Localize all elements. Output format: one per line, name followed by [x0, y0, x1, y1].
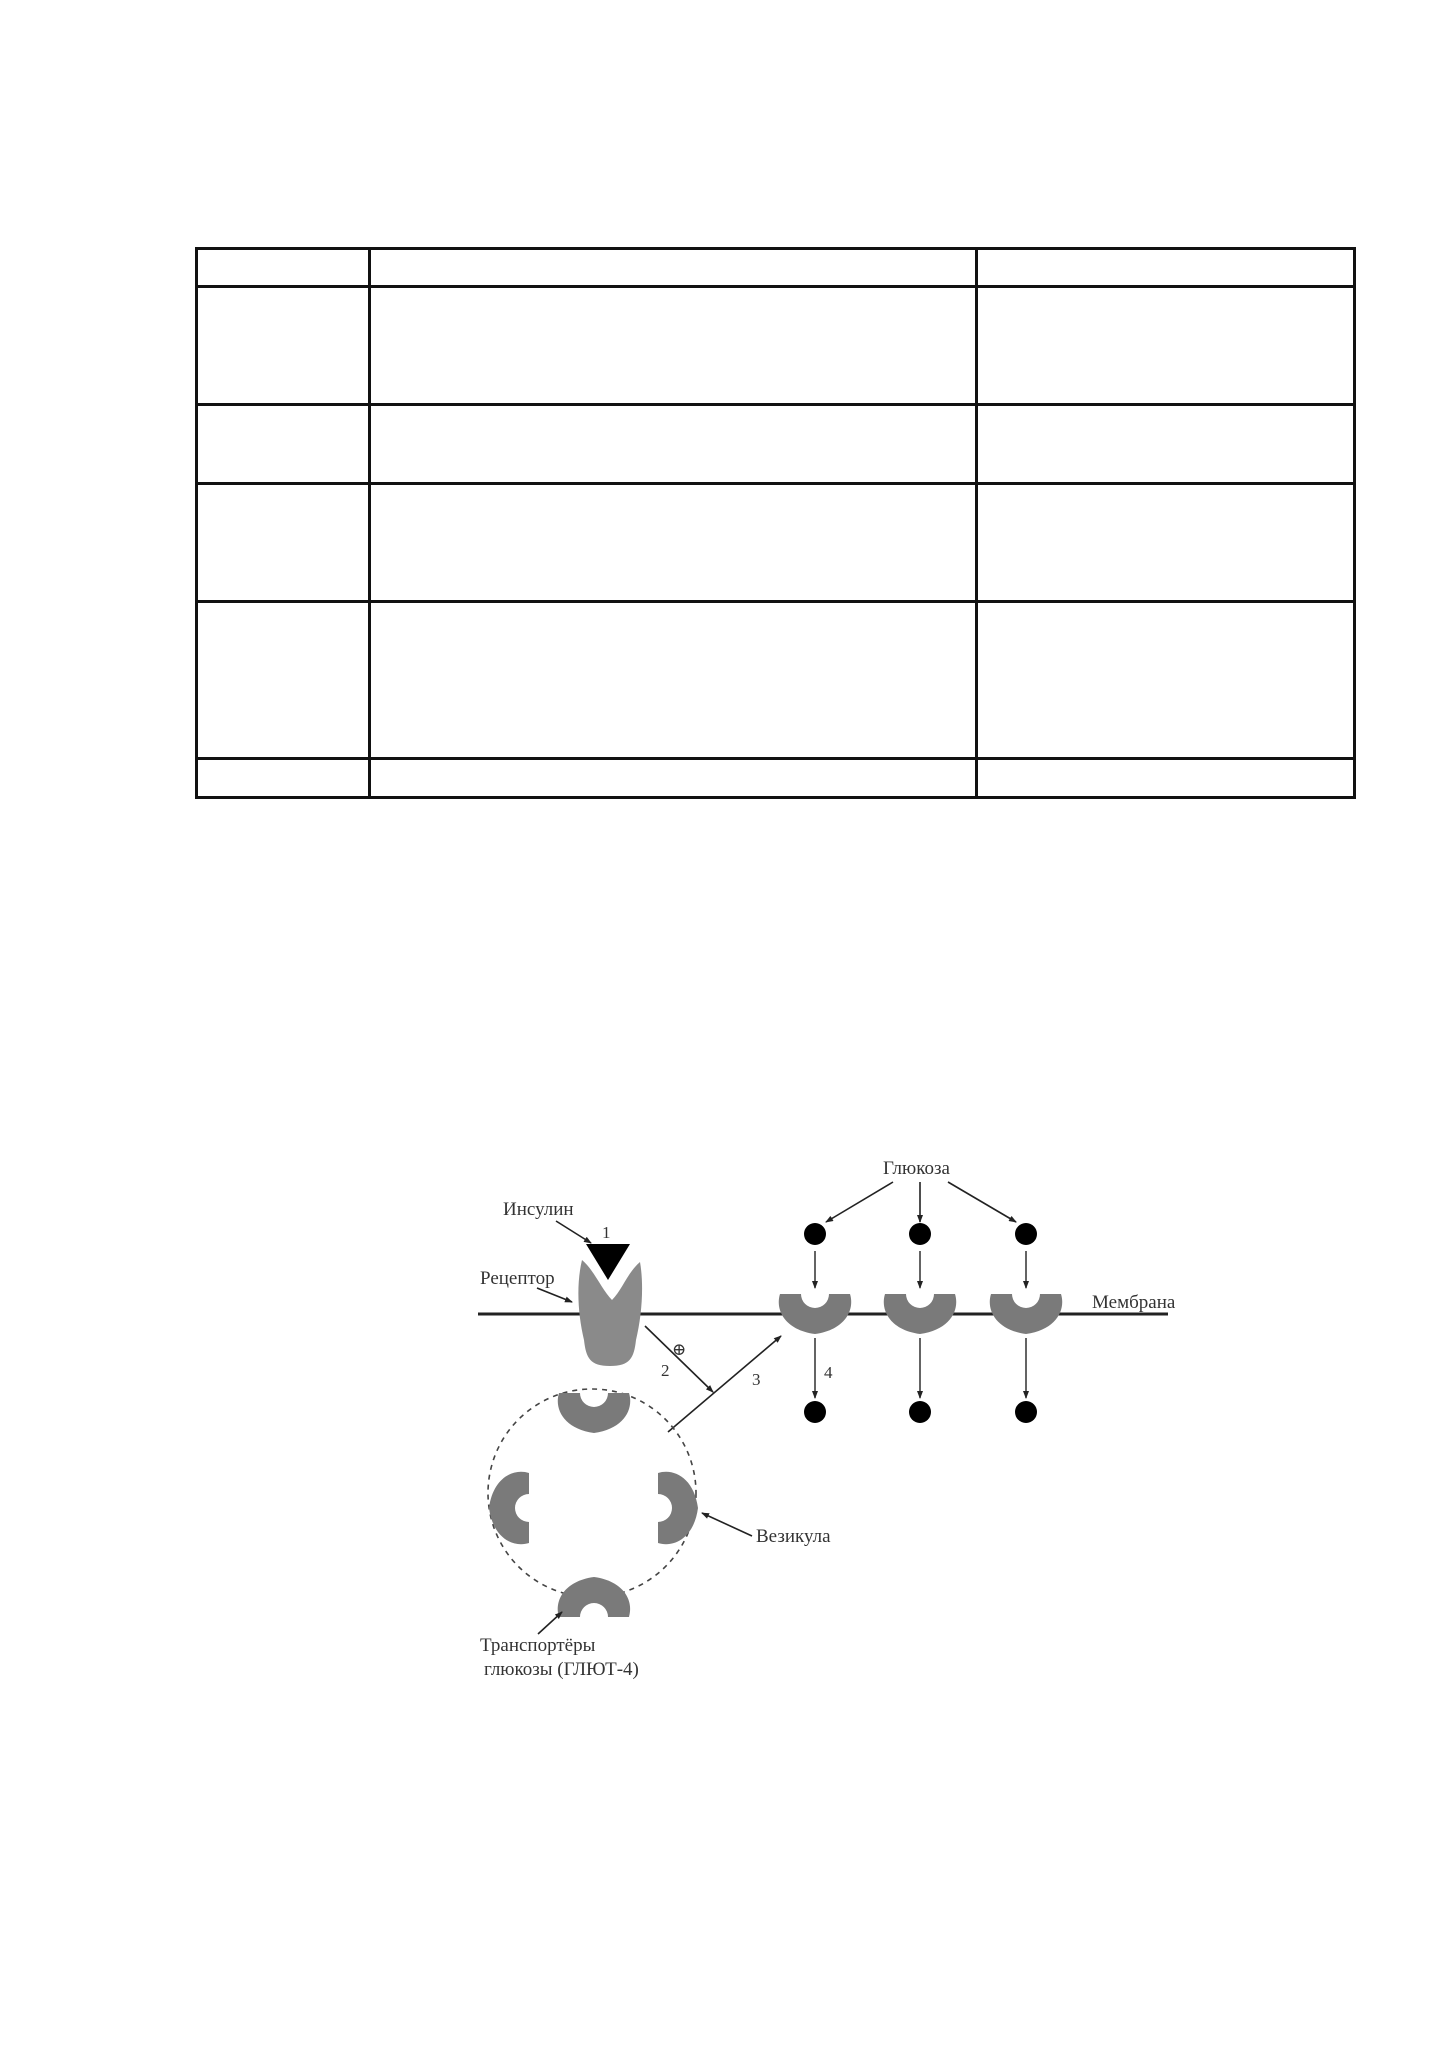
plus-symbol: ⊕ [672, 1340, 687, 1359]
glucose-molecule [804, 1223, 826, 1245]
vesicle-transporter-top [558, 1393, 630, 1433]
membrane-label: Мембрана [1092, 1292, 1176, 1313]
membrane-transporter [884, 1294, 956, 1334]
transporters-arrow [538, 1612, 562, 1634]
step-2-arrow [645, 1326, 713, 1392]
vesicle-transporter-right [658, 1472, 698, 1544]
insulin-label: Инсулин [503, 1199, 574, 1220]
glucose-label: Глюкоза [883, 1158, 950, 1179]
insulin-arrow [556, 1221, 591, 1243]
receptor-label: Рецептор [480, 1268, 555, 1289]
glucose-molecule-inside [804, 1401, 826, 1423]
step-2-label: 2 [661, 1361, 670, 1380]
vesicle-arrow [702, 1513, 752, 1536]
receptor-arrow [537, 1288, 572, 1302]
glucose-molecule-inside [1015, 1401, 1037, 1423]
glucose-arrow-right [948, 1182, 1016, 1222]
transporters-label-line2: глюкозы (ГЛЮТ-4) [484, 1659, 639, 1680]
glucose-arrow-left [826, 1182, 893, 1222]
transporters-label-line1: Транспортёры [480, 1635, 596, 1656]
glucose-molecule [909, 1223, 931, 1245]
glucose-molecule [1015, 1223, 1037, 1245]
membrane-transporter [990, 1294, 1062, 1334]
step-1-label: 1 [602, 1223, 611, 1242]
step-4-label: 4 [824, 1363, 833, 1382]
glucose-molecule-inside [909, 1401, 931, 1423]
vesicle-transporter-left [489, 1472, 529, 1544]
vesicle-transporter-bottom [558, 1577, 630, 1617]
membrane-transporter [779, 1294, 851, 1334]
vesicle-label: Везикула [756, 1526, 831, 1547]
step-3-label: 3 [752, 1370, 761, 1389]
